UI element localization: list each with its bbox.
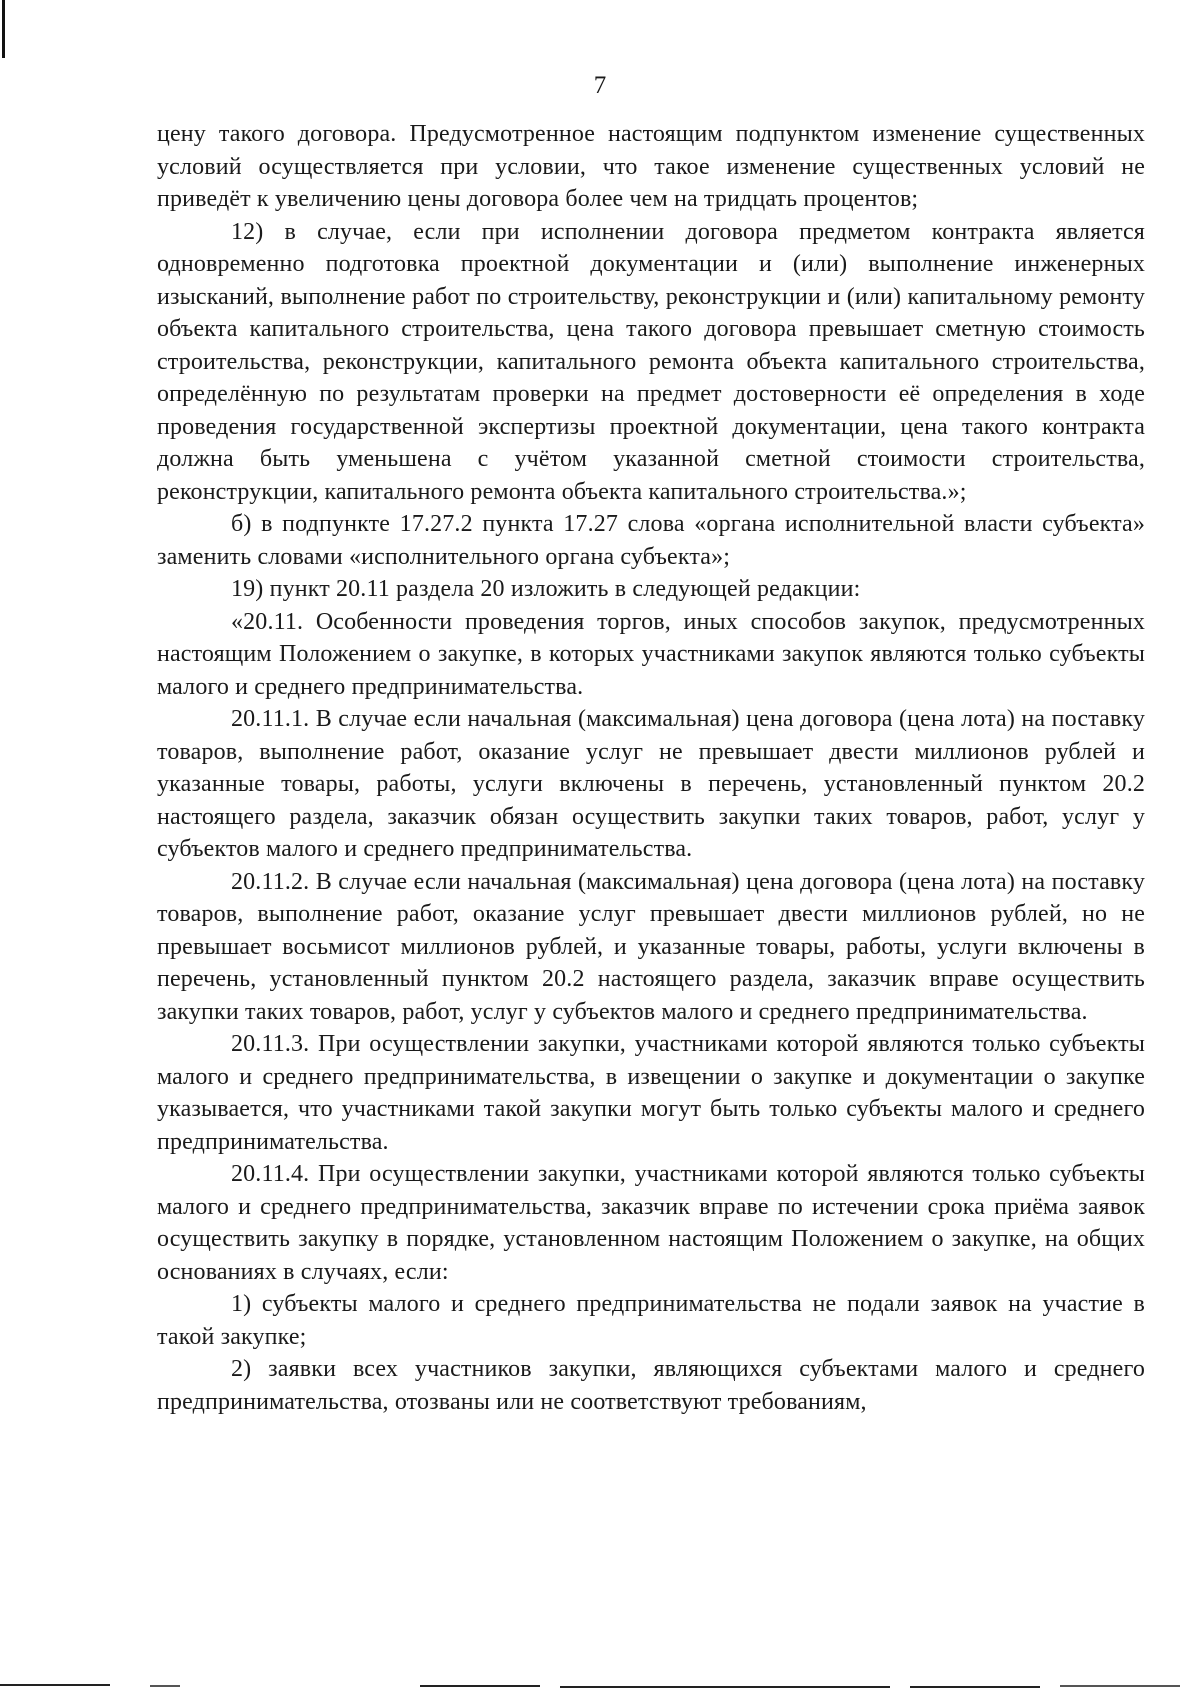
paragraph: 20.11.1. В случае если начальная (максимальная) цена договора (цена лота) на поставку товаров, выполнение работ, оказание услуг не превышает двести миллионов рублей и указанные товары, работы, услуги включены в перечень, установленный пунктом 20.2 настоящего раздела, заказчик обязан осуществить закупки таких товаров, работ, услуг у субъектов малого и среднего предпринимательства.	[157, 706, 1145, 862]
page-number: 7	[593, 72, 607, 99]
paragraph: 20.11.2. В случае если начальная (максимальная) цена договора (цена лота) на поставку товаров, выполнение работ, оказание услуг превышает двести миллионов рублей, но не превышает восьмисот миллионов рублей, и указанные товары, работы, услуги включены в перечень, установленный пунктом 20.2 настоящего раздела, заказчик вправе осуществить закупки таких товаров, работ, услуг у субъектов малого и среднего предпринимательства.	[157, 868, 1145, 1025]
paragraph: 20.11.3. При осуществлении закупки, участниками которой являются только субъекты малого и среднего предпринимательства, в извещении о закупке и документации о закупке указывается, что участниками такой закупки могут быть только субъекты малого и среднего предпринимательства.	[157, 1031, 1145, 1155]
paragraph: 1) субъекты малого и среднего предпринимательства не подали заявок на участие в такой закупке;	[157, 1291, 1145, 1350]
scan-edge-mark	[2, 0, 5, 58]
paragraph: 19) пункт 20.11 раздела 20 изложить в следующей редакции:	[231, 576, 861, 602]
scan-bottom-edge	[0, 1676, 1200, 1696]
paragraph: цену такого договора. Предусмотренное настоящим подпунктом изменение существенных условий осуществляется при условии, что такое изменение существенных условий не приведёт к увеличению цены договора более чем на тридцать процентов;	[157, 121, 1145, 212]
paragraph: 20.11.4. При осуществлении закупки, участниками которой являются только субъекты малого и среднего предпринимательства, заказчик вправе по истечении срока приёма заявок осуществить закупку в порядке, установленном настоящим Положением о закупке, на общих основаниях в случаях, если:	[157, 1161, 1145, 1285]
paragraph: 12) в случае, если при исполнении договора предметом контракта является одновременно подготовка проектной документации и (или) выполнение инженерных изысканий, выполнение работ по строительству, реконструкции и (или) капитальному ремонту объекта капитального строительства, цена такого договора превышает сметную стоимость строительства, реконструкции, капитального ремонта объекта капитального строительства, определённую по результатам проверки на предмет достоверности её определения в ходе проведения государственной экспертизы проектной документации, цена такого контракта должна быть уменьшена с учётом указанной сметной стоимости строительства, реконструкции, капитального ремонта объекта капитального строительства.»;	[157, 218, 1145, 505]
paragraph: б) в подпункте 17.27.2 пункта 17.27 слова «органа исполнительной власти субъекта» заменить словами «исполнительного органа субъекта»;	[157, 511, 1145, 570]
document-body	[157, 118, 1145, 1418]
paragraph: 2) заявки всех участников закупки, являющихся субъектами малого и среднего предпринимательства, отозваны или не соответствуют требованиям,	[157, 1356, 1145, 1415]
paragraph: «20.11. Особенности проведения торгов, иных способов закупок, предусмотренных настоящим Положением о закупке, в которых участниками закупок являются только субъекты малого и среднего предпринимательства.	[157, 608, 1145, 700]
